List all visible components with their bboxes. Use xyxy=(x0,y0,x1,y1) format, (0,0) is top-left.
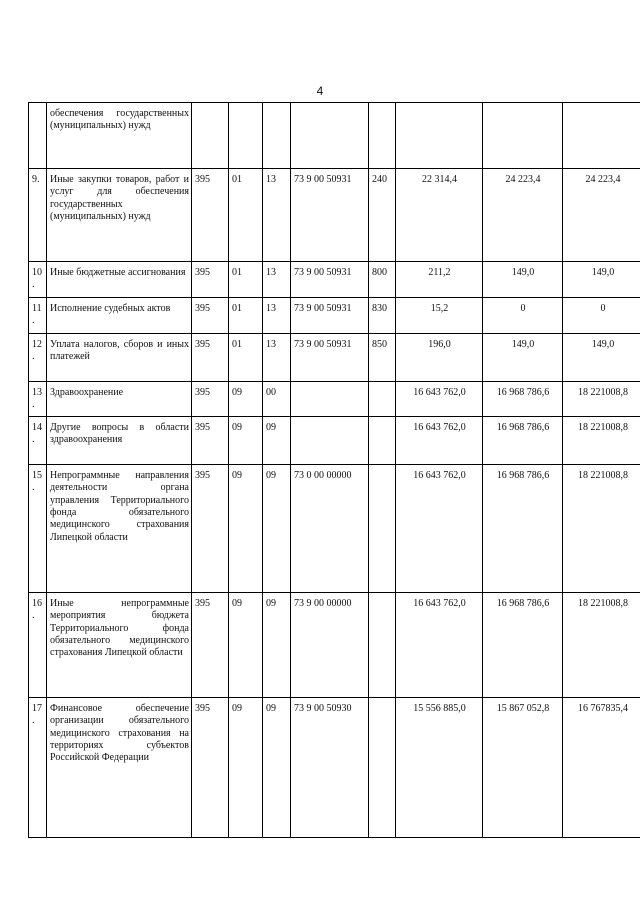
row-subsection-cell: 09 xyxy=(263,464,291,592)
row-target-cell: 73 9 00 50931 xyxy=(291,169,369,262)
row-section-cell: 01 xyxy=(229,334,263,382)
row-amount-3-cell: 18 221008,8 xyxy=(563,464,640,592)
row-expense-cell: 240 xyxy=(369,169,396,262)
table-row xyxy=(29,262,640,298)
row-subsection-cell xyxy=(263,103,291,169)
row-amount-3-cell: 18 221008,8 xyxy=(563,592,640,697)
row-code-cell: 395 xyxy=(192,382,229,417)
row-subsection-cell: 13 xyxy=(263,169,291,262)
row-name-cell: Исполнение судебных актов xyxy=(47,298,192,334)
row-name-cell: Другие вопросы в области здравоохранения xyxy=(47,416,192,464)
row-name-cell: Непрограммные направления деятельности органа управления Территориального фонда обязательного медицинского страхования Липецкой области xyxy=(47,464,192,592)
table-row xyxy=(29,103,640,169)
row-amount-1-cell: 15,2 xyxy=(396,298,483,334)
row-section-cell: 01 xyxy=(229,169,263,262)
row-amount-2-cell xyxy=(483,103,563,169)
row-amount-2-cell: 24 223,4 xyxy=(483,169,563,262)
row-amount-1-cell: 16 643 762,0 xyxy=(396,464,483,592)
row-subsection-cell: 09 xyxy=(263,416,291,464)
row-code-cell: 395 xyxy=(192,298,229,334)
row-section-cell: 01 xyxy=(229,298,263,334)
row-name-cell: Иные бюджетные ассигнования xyxy=(47,262,192,298)
row-code-cell: 395 xyxy=(192,169,229,262)
row-name-cell: Здравоохранение xyxy=(47,382,192,417)
row-target-cell: 73 9 00 50930 xyxy=(291,697,369,837)
row-section-cell xyxy=(229,103,263,169)
row-amount-3-cell: 18 221008,8 xyxy=(563,382,640,417)
row-target-cell: 73 0 00 00000 xyxy=(291,464,369,592)
row-amount-1-cell: 16 643 762,0 xyxy=(396,416,483,464)
row-code-cell: 395 xyxy=(192,334,229,382)
row-subsection-cell: 13 xyxy=(263,334,291,382)
row-target-cell: 73 9 00 50931 xyxy=(291,334,369,382)
row-amount-2-cell: 15 867 052,8 xyxy=(483,697,563,837)
row-amount-1-cell: 16 643 762,0 xyxy=(396,592,483,697)
row-amount-2-cell: 16 968 786,6 xyxy=(483,592,563,697)
row-target-cell xyxy=(291,103,369,169)
row-number-cell: 13. xyxy=(29,382,47,417)
row-amount-1-cell: 16 643 762,0 xyxy=(396,382,483,417)
row-target-cell: 73 9 00 50931 xyxy=(291,298,369,334)
row-name-cell: Финансовое обеспечение организации обязательного медицинского страхования на территориях субъектов Российской Федерации xyxy=(47,697,192,837)
row-number-cell: 9. xyxy=(29,169,47,262)
table-row xyxy=(29,334,640,382)
row-section-cell: 09 xyxy=(229,592,263,697)
row-amount-1-cell xyxy=(396,103,483,169)
row-section-cell: 09 xyxy=(229,464,263,592)
row-code-cell: 395 xyxy=(192,416,229,464)
table-row xyxy=(29,697,640,837)
row-amount-2-cell: 149,0 xyxy=(483,334,563,382)
table-row xyxy=(29,592,640,697)
page-number: 4 xyxy=(316,84,324,98)
row-target-cell xyxy=(291,382,369,417)
row-code-cell: 395 xyxy=(192,262,229,298)
row-code-cell xyxy=(192,103,229,169)
row-amount-2-cell: 16 968 786,6 xyxy=(483,382,563,417)
row-amount-1-cell: 15 556 885,0 xyxy=(396,697,483,837)
row-amount-3-cell: 149,0 xyxy=(563,262,640,298)
row-number-cell: 10. xyxy=(29,262,47,298)
row-number-cell xyxy=(29,103,47,169)
row-amount-3-cell: 18 221008,8 xyxy=(563,416,640,464)
row-amount-3-cell: 0 xyxy=(563,298,640,334)
row-target-cell: 73 9 00 00000 xyxy=(291,592,369,697)
table-row xyxy=(29,464,640,592)
row-section-cell: 09 xyxy=(229,416,263,464)
row-number-cell: 12. xyxy=(29,334,47,382)
row-number-cell: 14. xyxy=(29,416,47,464)
row-amount-1-cell: 22 314,4 xyxy=(396,169,483,262)
row-code-cell: 395 xyxy=(192,592,229,697)
row-subsection-cell: 13 xyxy=(263,262,291,298)
row-amount-2-cell: 0 xyxy=(483,298,563,334)
table-row xyxy=(29,382,640,417)
row-expense-cell: 850 xyxy=(369,334,396,382)
row-subsection-cell: 00 xyxy=(263,382,291,417)
row-number-cell: 11. xyxy=(29,298,47,334)
row-amount-2-cell: 16 968 786,6 xyxy=(483,464,563,592)
row-target-cell xyxy=(291,416,369,464)
row-code-cell: 395 xyxy=(192,464,229,592)
table-row xyxy=(29,169,640,262)
table-row xyxy=(29,416,640,464)
row-expense-cell: 830 xyxy=(369,298,396,334)
row-number-cell: 16. xyxy=(29,592,47,697)
row-expense-cell xyxy=(369,464,396,592)
row-expense-cell xyxy=(369,103,396,169)
row-name-cell: Иные закупки товаров, работ и услуг для обеспечения государственных (муниципальных) нужд xyxy=(47,169,192,262)
row-name-cell: Иные непрограммные мероприятия бюджета Территориального фонда обязательного медицинского страхования Липецкой области xyxy=(47,592,192,697)
row-name-cell: Уплата налогов, сборов и иных платежей xyxy=(47,334,192,382)
row-name-cell: обеспечения государственных (муниципальных) нужд xyxy=(47,103,192,169)
row-code-cell: 395 xyxy=(192,697,229,837)
row-expense-cell xyxy=(369,697,396,837)
row-section-cell: 09 xyxy=(229,382,263,417)
table-body xyxy=(29,103,640,838)
row-subsection-cell: 09 xyxy=(263,592,291,697)
row-target-cell: 73 9 00 50931 xyxy=(291,262,369,298)
row-amount-2-cell: 16 968 786,6 xyxy=(483,416,563,464)
row-expense-cell xyxy=(369,592,396,697)
row-amount-2-cell: 149,0 xyxy=(483,262,563,298)
row-amount-3-cell: 16 767835,4 xyxy=(563,697,640,837)
row-amount-3-cell: 149,0 xyxy=(563,334,640,382)
row-subsection-cell: 13 xyxy=(263,298,291,334)
row-amount-3-cell xyxy=(563,103,640,169)
row-number-cell: 15. xyxy=(29,464,47,592)
row-amount-3-cell: 24 223,4 xyxy=(563,169,640,262)
row-amount-1-cell: 211,2 xyxy=(396,262,483,298)
row-amount-1-cell: 196,0 xyxy=(396,334,483,382)
budget-table xyxy=(28,102,640,838)
row-number-cell: 17. xyxy=(29,697,47,837)
table-row xyxy=(29,298,640,334)
row-subsection-cell: 09 xyxy=(263,697,291,837)
row-section-cell: 09 xyxy=(229,697,263,837)
row-expense-cell xyxy=(369,382,396,417)
row-expense-cell xyxy=(369,416,396,464)
row-expense-cell: 800 xyxy=(369,262,396,298)
row-section-cell: 01 xyxy=(229,262,263,298)
